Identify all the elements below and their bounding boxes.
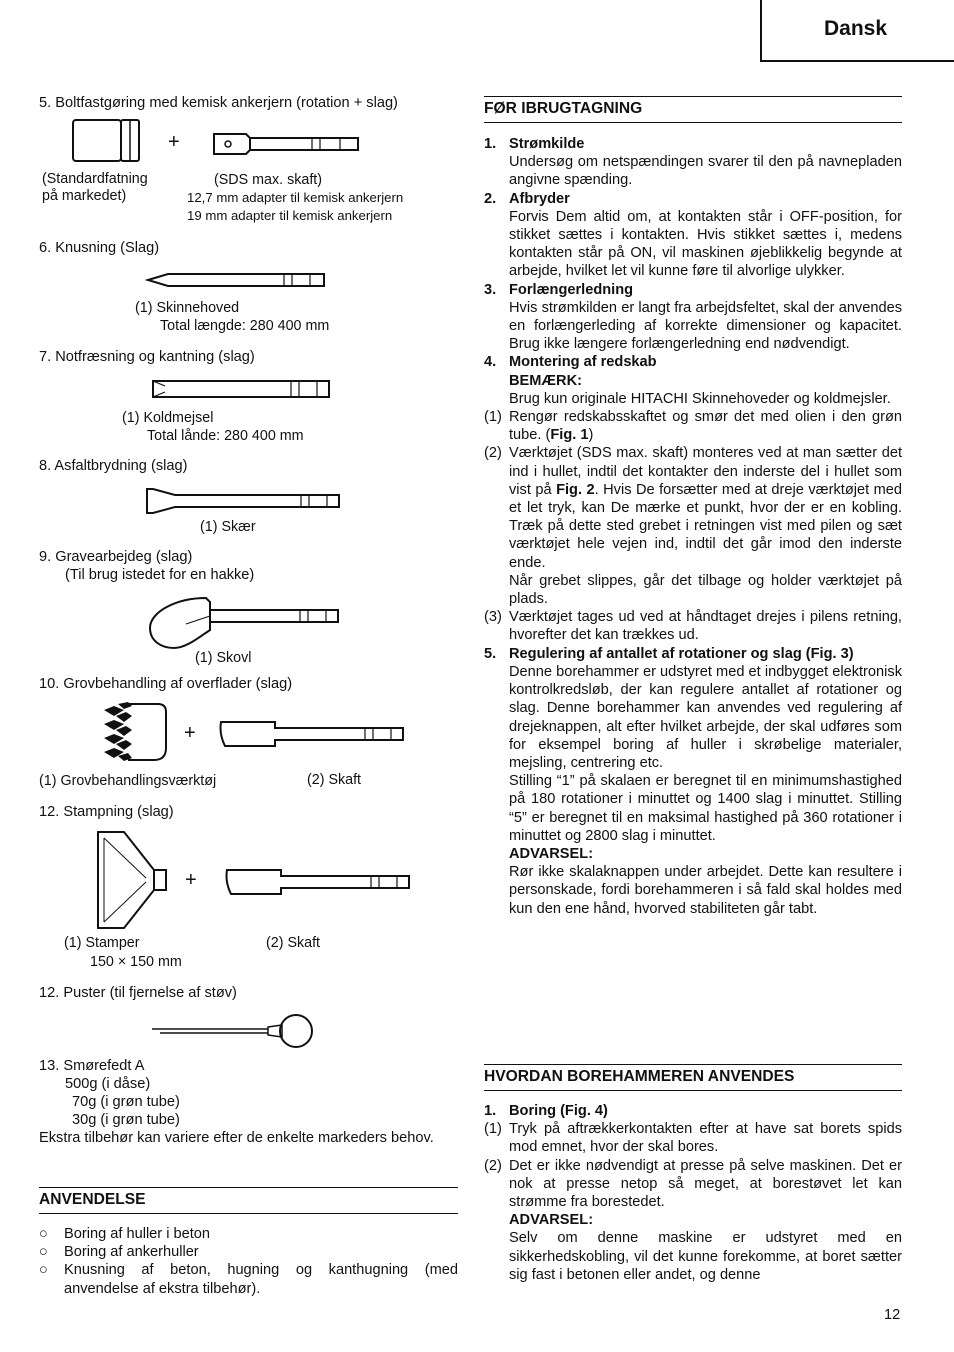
item-13-line-2: 70g (i grøn tube) <box>72 1094 180 1110</box>
item-5-caption-left-2: på markedet) <box>42 188 127 204</box>
s4-note-label: BEMÆRK: <box>509 372 582 389</box>
bull-point-illustration <box>146 271 328 289</box>
asphalt-cutter-illustration <box>145 487 343 515</box>
item-5-caption-right-1: (SDS max. skaft) <box>214 172 323 188</box>
s4-2-text-cont: . Hvis De forsætter med at dreje værktøjet med et let tryk, kan De mærke et punkt, hvor der er en kobling. Træk på dette sted grebet i retningen vist med pilen og sæt værktøjet hele vejen ind, indtil det går imod den inderste ende. <box>509 481 903 571</box>
b1-1-number: (1) <box>484 1121 502 1138</box>
section-foer-ibrugtagning-body <box>484 135 902 918</box>
plus-sign-2: + <box>184 722 196 744</box>
bushing-tool-illustration <box>102 700 168 764</box>
anvendelse-item: Boring af ankerhuller <box>64 1244 199 1261</box>
section-hvordan-body <box>484 1102 902 1284</box>
s2-text: Forvis Dem altid om, at kontakten står i OFF-position, for stikket sættes i kontakten. Hvis stikket sættes i, medens kontakten står på ON, vil maskinen øjeblikkelig begynde at arbejde, hvilket let vil kunne føre til alvorlige ulykker. <box>509 208 902 280</box>
section-hvordan-heading: HVORDAN BOREHAMMEREN ANVENDES <box>484 1064 902 1091</box>
s3-number: 3. <box>484 281 497 298</box>
s4-1-number: (1) <box>484 409 502 426</box>
spade-illustration <box>146 594 342 652</box>
item-13-line-1: 500g (i dåse) <box>65 1076 151 1092</box>
item-13-line-3: 30g (i grøn tube) <box>72 1112 180 1128</box>
s2-number: 2. <box>484 190 497 207</box>
b1-number: 1. <box>484 1103 497 1119</box>
shank-illustration <box>217 718 407 750</box>
item-6-caption-1: (1) Skinnehoved <box>135 300 240 316</box>
s4-2-text: Værktøjet (SDS max. skaft) monteres ved at man sætter det ind i hullet, indtil det kontakter den inderste del i hullet som vist på <box>509 445 902 498</box>
b1-heading: Boring (Fig. 4) <box>509 1103 608 1119</box>
item-12-blower-title: 12. Puster (til fjernelse af støv) <box>39 985 237 1001</box>
s3-heading: Forlængerledning <box>509 281 634 298</box>
section-foer-ibrugtagning-heading: FØR IBRUGTAGNING <box>484 96 902 123</box>
s4-heading: Montering af redskab <box>509 354 657 371</box>
extra-accessories-note: Ekstra tilbehør kan variere efter de enkelte markeders behov. <box>39 1130 434 1146</box>
s5-heading: Regulering af antallet af rotationer og slag (Fig. 3) <box>509 645 854 662</box>
item-7-caption-2: Total lånde: 280 400 mm <box>147 428 304 444</box>
b1-1-text: Tryk på aftrækkerkontakten efter at have sat borets spids mod emnet, hvor der skal bores. <box>509 1121 902 1156</box>
s1-text: Undersøg om netspændingen svarer til den på navnepladen angivne spænding. <box>509 154 902 189</box>
b1-2-warning-label: ADVARSEL: <box>509 1212 594 1229</box>
s5-warning-label: ADVARSEL: <box>509 845 594 862</box>
item-8-title: 8. Asfaltbrydning (slag) <box>39 458 188 474</box>
anvendelse-item: Boring af huller i beton <box>64 1226 211 1242</box>
tamper-illustration <box>94 828 170 932</box>
blower-illustration <box>150 1011 316 1051</box>
item-9-subtitle: (Til brug istedet for en hakke) <box>65 567 255 583</box>
bullet-circle-icon: ○ <box>39 1244 48 1261</box>
plus-sign: + <box>168 131 180 153</box>
item-5-title: 5. Boltfastgøring med kemisk ankerjern (rotation + slag) <box>39 95 398 111</box>
s4-number: 4. <box>484 354 497 371</box>
anvendelse-item: Knusning af beton, hugning og kanthugning (med anvendelse af ekstra tilbehør). <box>64 1262 458 1297</box>
s4-1-text-end: ) <box>588 427 594 444</box>
item-13-title: 13. Smørefedt A <box>39 1058 145 1074</box>
s4-1-text: Rengør redskabsskaftet og smør det med olien i den grøn tube. ( <box>509 409 902 444</box>
s4-3-text: Værktøjet tages ud ved at håndtaget drejes i pilens retning, hvorefter det kan trækkes ud. <box>509 609 902 644</box>
item-5-caption-right-2: 12,7 mm adapter til kemisk ankerjern <box>187 190 404 205</box>
item-12-tamping-title: 12. Stampning (slag) <box>39 804 174 820</box>
s1-heading: Strømkilde <box>509 136 585 152</box>
item-10-caption-2: (2) Skaft <box>307 772 362 788</box>
sds-max-adapter-illustration <box>212 130 362 158</box>
item-7-caption-1: (1) Koldmejsel <box>122 410 214 426</box>
item-6-caption-2: Total længde: 280 400 mm <box>160 318 330 334</box>
shank-illustration-2 <box>223 866 413 898</box>
s5-text-2: Stilling “1” på skalaen er beregnet til en minimumshastighed på 180 rotationer i minuttet og 1400 slag i minuttet. Stilling “5” er beregnet til en maksimal hastighed på 360 rotationer i minuttet og 2800 slag i minuttet. <box>509 773 902 844</box>
s5-number: 5. <box>484 645 497 662</box>
b1-2-text: Det er ikke nødvendigt at presse på selve maskinen. Det er nok at presse netop så meget, at borestøvet let kan strømme fra borestedet. <box>509 1157 902 1211</box>
s4-2-text-2: Når grebet slippes, går det tilbage og holder værktøjet på plads. <box>509 572 902 608</box>
item-12-caption-2: (2) Skaft <box>266 935 321 951</box>
s5-warning-text: Rør ikke skalaknappen under arbejdet. Dette kan resultere i personskade, fordi borehammeren i så fald skal holdes med kun den ene hånd, hvorved stabiliteten går tabt. <box>509 864 902 917</box>
item-10-caption-1: (1) Grovbehandlingsværktøj <box>39 773 217 789</box>
b1-2-warning-text: Selv om denne maskine er udstyret med en sikkerhedskobling, vil det kunne forekomme, at boret sætter sig fast i betonen eller andet, og denne <box>509 1230 902 1283</box>
language-label: Dansk <box>824 17 888 40</box>
plus-sign-3: + <box>185 869 197 891</box>
item-12-caption-1: (1) Stamper <box>64 935 140 951</box>
page-number: 12 <box>884 1307 901 1323</box>
b1-2-number: (2) <box>484 1157 502 1174</box>
s4-2-number: (2) <box>484 445 502 462</box>
s4-text: Brug kun originale HITACHI Skinnehoveder og koldmejsler. <box>509 390 891 407</box>
item-5-caption-right-3: 19 mm adapter til kemisk ankerjern <box>187 208 393 223</box>
anvendelse-list <box>39 1225 458 1298</box>
item-10-title: 10. Grovbehandling af overflader (slag) <box>39 676 293 692</box>
fig-2-ref: Fig. 2 <box>556 481 595 498</box>
bullet-circle-icon: ○ <box>39 1262 48 1279</box>
language-tab <box>760 0 954 62</box>
item-7-title: 7. Notfræsning og kantning (slag) <box>39 349 255 365</box>
anvendelse-heading: ANVENDELSE <box>39 1187 458 1214</box>
item-8-caption-1: (1) Skær <box>200 519 256 535</box>
item-6-title: 6. Knusning (Slag) <box>39 240 160 256</box>
s1-number: 1. <box>484 136 497 152</box>
s4-3-number: (3) <box>484 609 502 626</box>
s2-heading: Afbryder <box>509 190 570 207</box>
item-9-caption-1: (1) Skovl <box>195 650 252 666</box>
s3-text: Hvis strømkilden er langt fra arbejdsfeltet, skal der anvendes en forlængerleding af korrekte dimensioner og kapacitet. Brug ikke længere forlængerledning end nødvendigt. <box>509 299 902 353</box>
s5-text: Denne borehammer er udstyret med et indbygget elektronisk kontrolkredsløb, der kan regulere antallet af rotationer og slag. Denne borehammer kan anvendes ved regulering af drejeknappen, alt efter hvilket arbejde, der skal udføres som for eksempel boring af huller i skrøbelige materialer, mejsling, centrering etc. <box>509 663 902 771</box>
cold-chisel-illustration <box>151 378 333 402</box>
fig-1-ref: Fig. 1 <box>550 427 589 444</box>
bullet-circle-icon: ○ <box>39 1226 48 1242</box>
standard-chuck-illustration <box>72 118 142 164</box>
item-9-title: 9. Gravearbejdeg (slag) <box>39 549 193 565</box>
item-12-caption-1b: 150 × 150 mm <box>90 954 182 970</box>
item-5-caption-left-1: (Standardfatning <box>42 171 148 187</box>
